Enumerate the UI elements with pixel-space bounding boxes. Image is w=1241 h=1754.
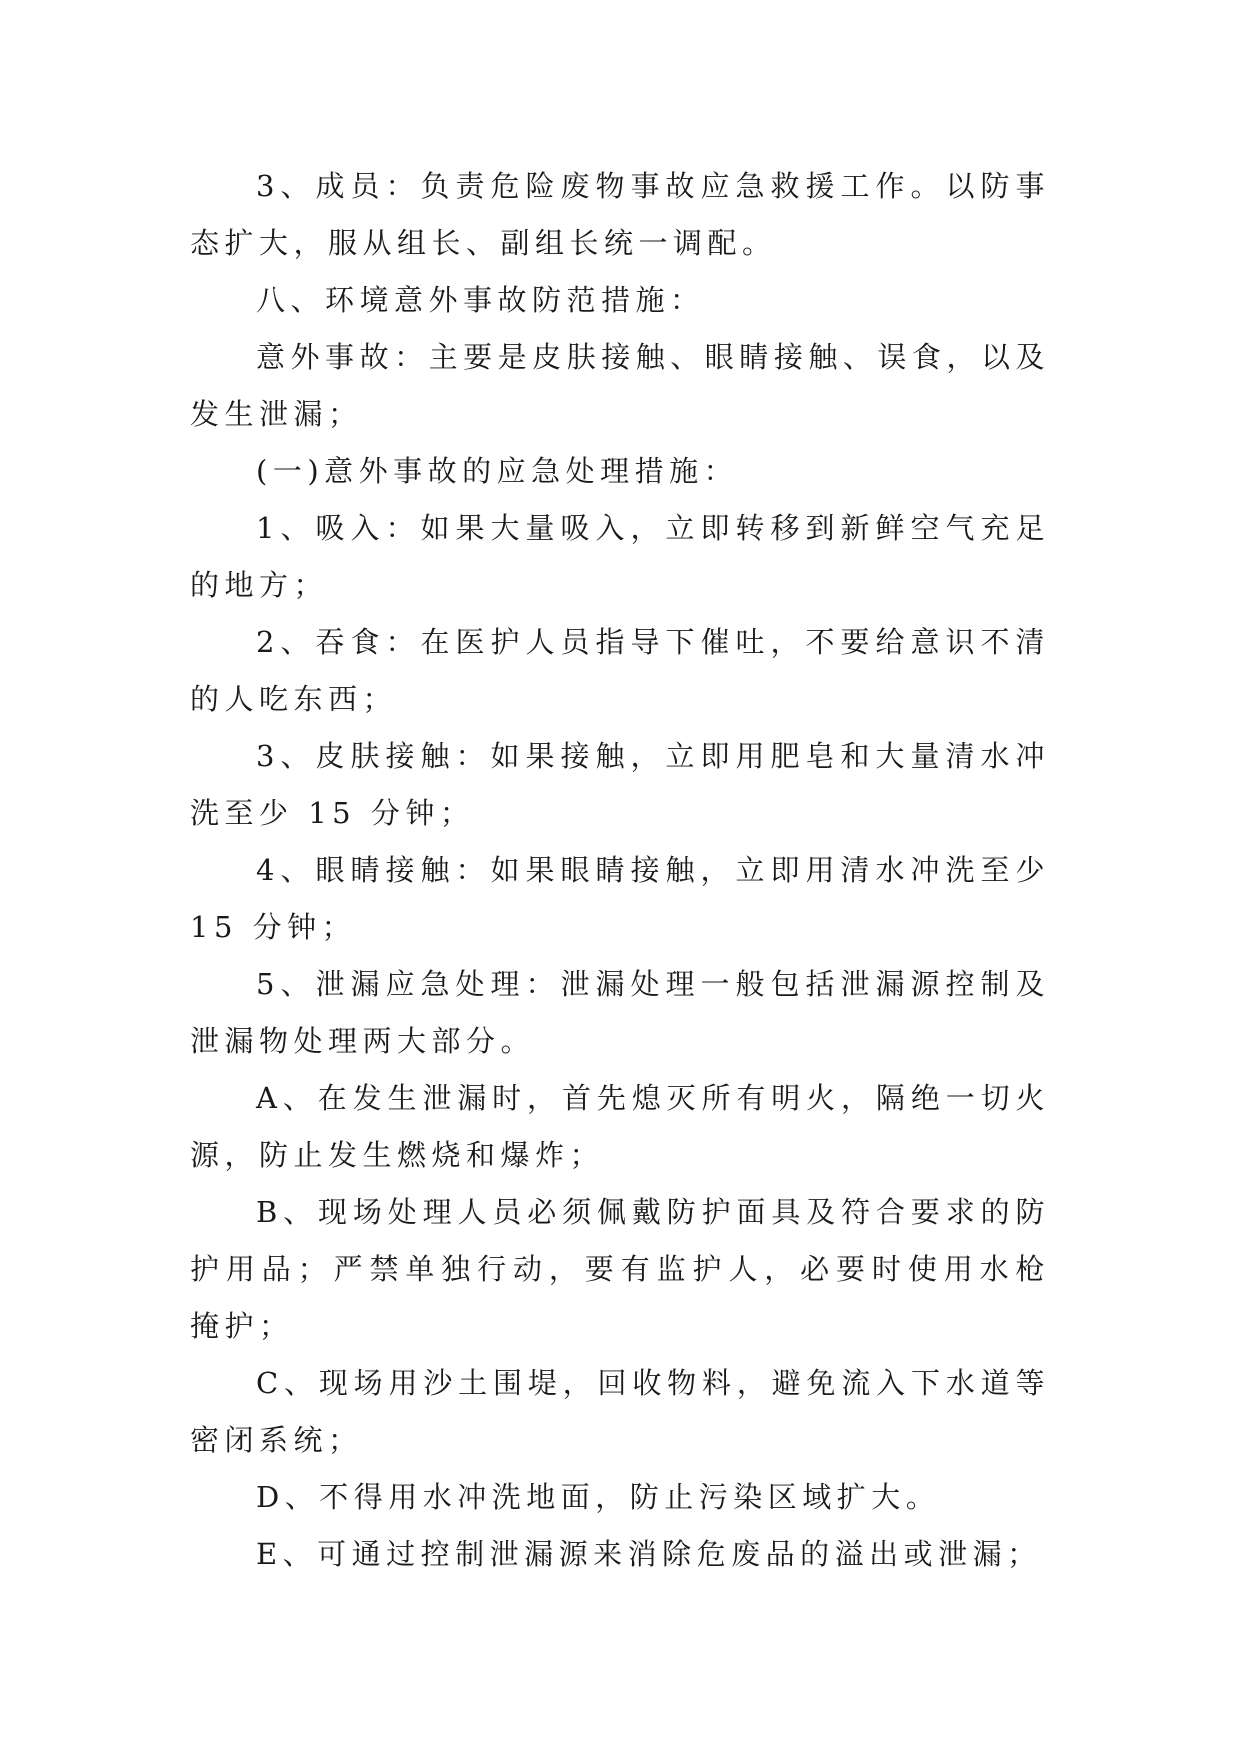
paragraph-leak-handling: 5、泄漏应急处理：泄漏处理一般包括泄漏源控制及泄漏物处理两大部分。: [190, 967, 1050, 1058]
subsection-heading-emergency-measures: (一)意外事故的应急处理措施：: [256, 454, 739, 488]
paragraph-leak-step-b: B、现场处理人员必须佩戴防护面具及符合要求的防护用品；严禁单独行动，要有监护人，必要时使用水枪掩护；: [190, 1195, 1050, 1343]
paragraph-inhalation: 1、吸入：如果大量吸入，立即转移到新鲜空气充足的地方；: [190, 511, 1050, 602]
paragraph-accident-types: 意外事故：主要是皮肤接触、眼睛接触、误食，以及发生泄漏；: [190, 340, 1050, 431]
paragraph-eye-contact: 4、眼睛接触：如果眼睛接触，立即用清水冲洗至少 15 分钟；: [190, 853, 1050, 944]
section-heading-accident-prevention: 八、环境意外事故防范措施：: [256, 283, 705, 317]
paragraph-leak-step-a: A、在发生泄漏时，首先熄灭所有明火，隔绝一切火源，防止发生燃烧和爆炸；: [190, 1081, 1050, 1172]
document-body: [190, 158, 1050, 1583]
paragraph-leak-step-e: E、可通过控制泄漏源来消除危废品的溢出或泄漏；: [256, 1537, 1042, 1571]
paragraph-leak-step-d: D、不得用水冲洗地面，防止污染区域扩大。: [256, 1480, 941, 1514]
paragraph-member-duty: 3、成员：负责危险废物事故应急救援工作。以防事态扩大，服从组长、副组长统一调配。: [190, 169, 1050, 260]
paragraph-skin-contact: 3、皮肤接触：如果接触，立即用肥皂和大量清水冲洗至少 15 分钟；: [190, 739, 1050, 830]
paragraph-leak-step-c: C、现场用沙土围堤，回收物料，避免流入下水道等密闭系统；: [190, 1366, 1050, 1457]
paragraph-ingestion: 2、吞食：在医护人员指导下催吐，不要给意识不清的人吃东西；: [190, 625, 1050, 716]
